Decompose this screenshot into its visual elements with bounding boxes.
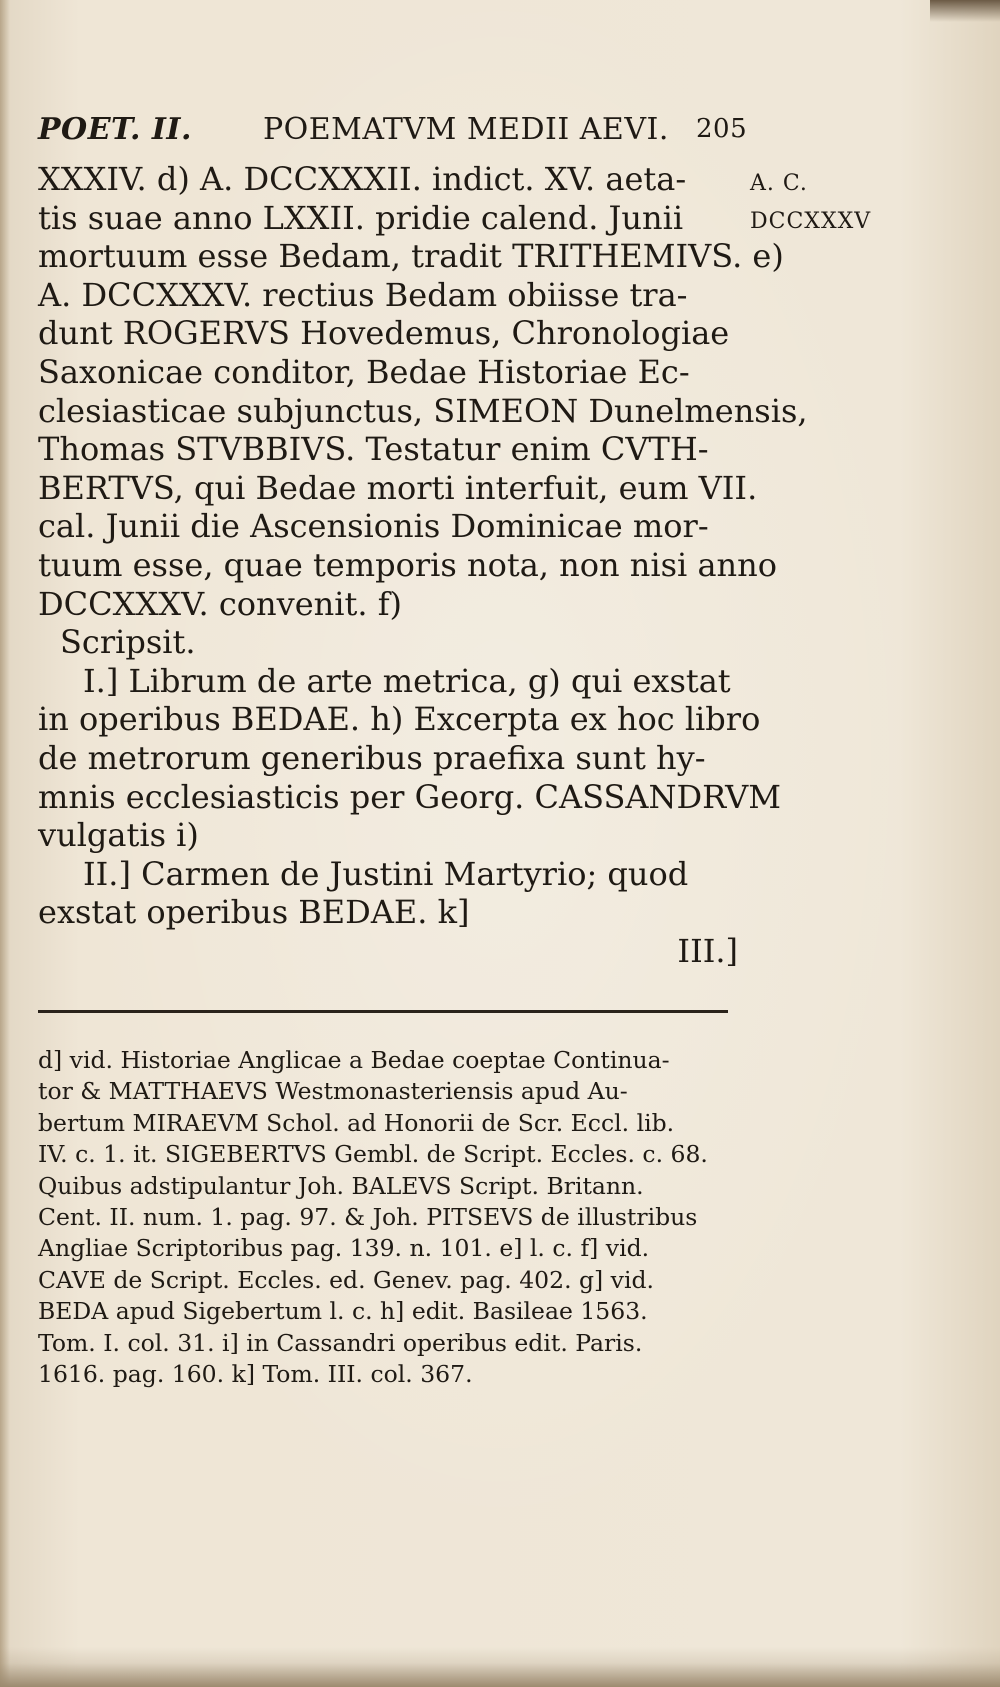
text-line: cal. Junii die Ascensionis Dominicae mor- [38, 507, 709, 546]
text-line: tis suae anno LXXII. pridie calend. Junii [38, 198, 684, 237]
footnote-line: tor & MATTHAEVS Westmonasteriensis apud Au- [38, 1077, 628, 1106]
footnote-line: 1616. pag. 160. k] Tom. III. col. 367. [38, 1359, 473, 1388]
running-head [38, 112, 758, 152]
page-number: 205 [696, 114, 748, 144]
running-head-title: POEMATVM MEDII AEVI. [263, 112, 669, 147]
text-line: vulgatis i) [38, 816, 199, 855]
margin-note [750, 165, 995, 241]
running-head-left: POET. II. [38, 112, 192, 147]
text-line: Thomas STVBBIVS. Testatur enim CVTH- [38, 430, 709, 469]
text-line: XXXIV. d) A. DCCXXXII. indict. XV. aeta- [38, 160, 687, 198]
footnote-line: Cent. II. num. 1. pag. 97. & Joh. PITSEVS de illustribus [38, 1202, 698, 1231]
footnote-line: d] vid. Historiae Anglicae a Bedae coeptae Continua- [38, 1046, 670, 1074]
section-heading: Scripsit. [60, 623, 196, 662]
footnote-line: Tom. I. col. 31. i] in Cassandri operibus edit. Paris. [38, 1328, 643, 1357]
page-bottom-edge-shadow [0, 1647, 1000, 1687]
page-left-edge-shadow [0, 0, 10, 1687]
text-line: de metrorum generibus praefixa sunt hy- [38, 738, 706, 777]
footnote-separator-rule [38, 1010, 728, 1013]
text-line: dunt ROGERVS Hovedemus, Chronologiae [38, 314, 730, 353]
text-line: mnis ecclesiasticis per Georg. CASSANDRVM [38, 777, 781, 816]
footnote-line: Quibus adstipulantur Joh. BALEVS Script. Britann. [38, 1171, 644, 1200]
text-line: tuum esse, quae temporis nota, non nisi anno [38, 545, 777, 584]
text-line: I.] Librum de arte metrica, g) qui exstat [83, 661, 731, 700]
footnotes [38, 1045, 758, 1390]
text-line: DCCXXXV. convenit. f) [38, 584, 403, 623]
footnote-line: Angliae Scriptoribus pag. 139. n. 101. e] l. c. f] vid. [38, 1234, 650, 1263]
text-line: Saxonicae conditor, Bedae Historiae Ec- [38, 352, 690, 391]
text-line: mortuum esse Bedam, tradit TRITHEMIVS. e) [38, 237, 784, 276]
text-line: clesiasticae subjunctus, SIMEON Dunelmensis, [38, 391, 808, 430]
text-line: exstat operibus BEDAE. k] [38, 893, 470, 932]
text-line: A. DCCXXXV. rectius Bedam obiisse tra- [38, 275, 688, 314]
text-line: II.] Carmen de Justini Martyrio; quod [83, 854, 689, 893]
text-line: in operibus BEDAE. h) Excerpta ex hoc libro [38, 700, 761, 739]
catchword: III.] [677, 931, 738, 970]
footnote-line: BEDA apud Sigebertum l. c. h] edit. Basileae 1563. [38, 1297, 648, 1326]
footnote-line: bertum MIRAEVM Schol. ad Honorii de Scr. Eccl. lib. [38, 1108, 675, 1137]
margin-note-line: A. C. [750, 171, 808, 196]
margin-note-line: DCCXXXV [750, 209, 872, 234]
footnote-line: CAVE de Script. Eccles. ed. Genev. pag. 402. g] vid. [38, 1265, 654, 1294]
text-line: BERTVS, qui Bedae morti interfuit, eum VII. [38, 468, 758, 507]
page-top-right-shadow [930, 0, 1000, 22]
footnote-line: IV. c. 1. it. SIGEBERTVS Gembl. de Script. Eccles. c. 68. [38, 1140, 708, 1169]
